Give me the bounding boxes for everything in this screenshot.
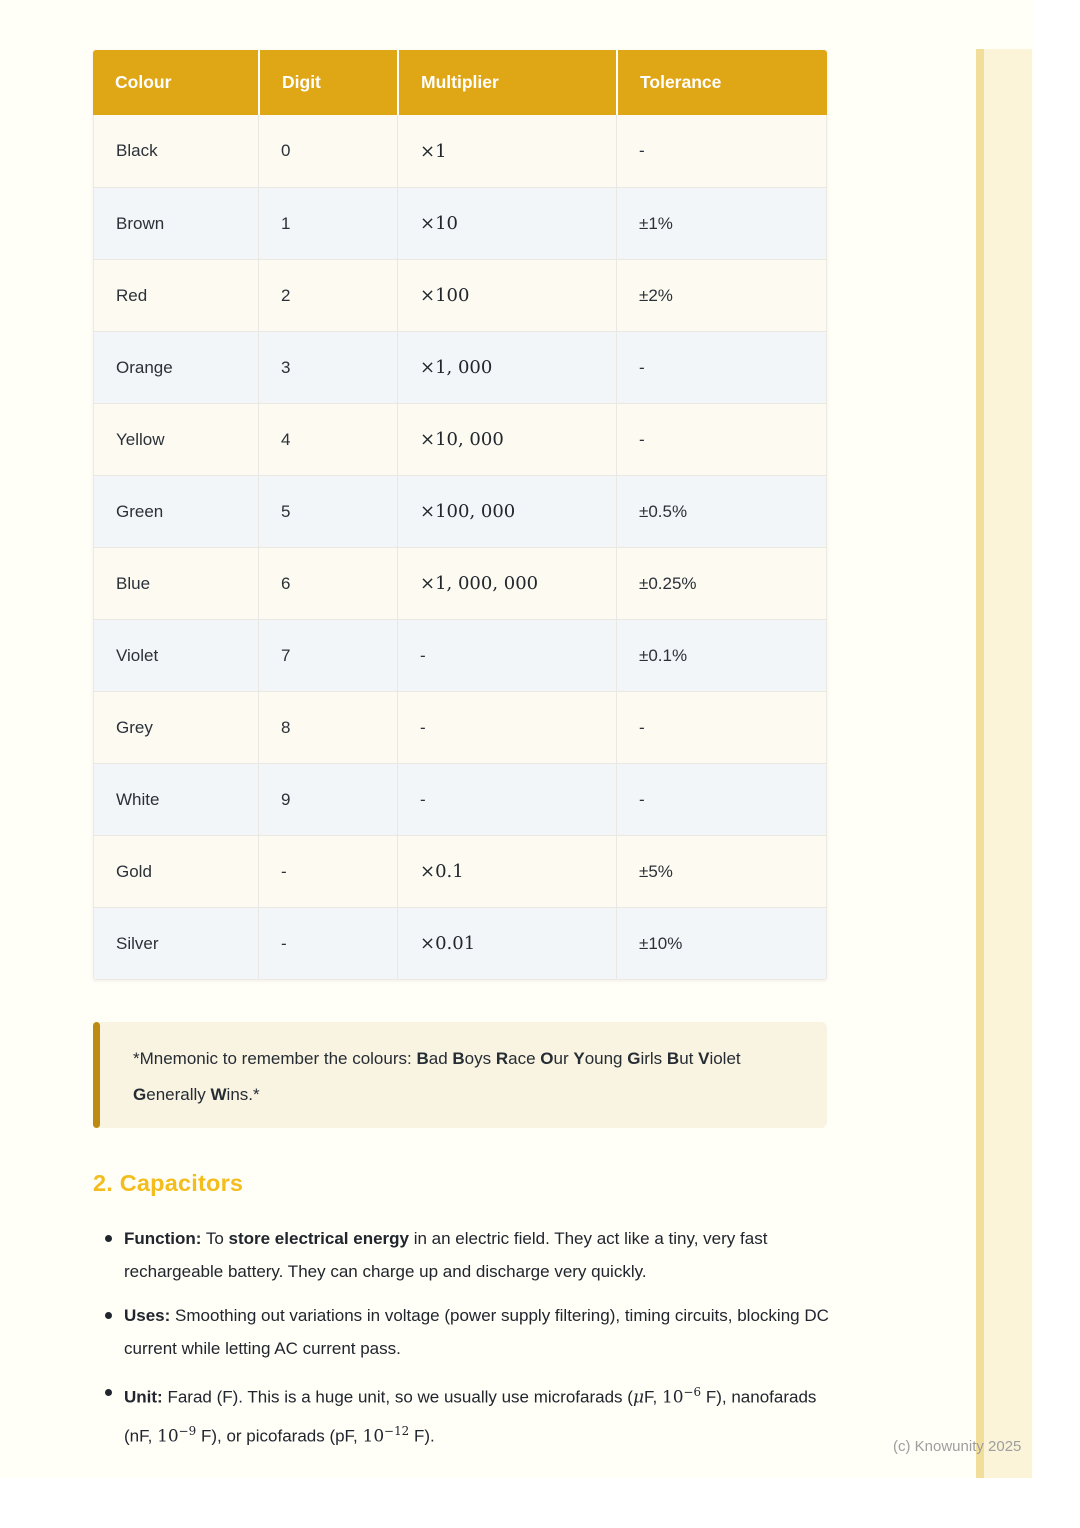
table-row — [94, 115, 826, 187]
cell-colour: Blue — [116, 573, 151, 593]
text-run: in an electric field. They act like a tiny, very fast rechargeable battery. They can charge up and discharge very quickly. — [124, 1229, 768, 1281]
cell-colour: Brown — [116, 213, 165, 233]
cell-colour: Black — [116, 141, 158, 160]
cell-digit: 1 — [258, 188, 397, 259]
table-header-colour: Colour — [115, 72, 172, 92]
cell-digit: 7 — [258, 620, 397, 691]
text-run: ins.* — [226, 1084, 260, 1104]
cell-tolerance: ±5% — [616, 836, 826, 907]
cell-digit: - — [258, 836, 397, 907]
cell-colour: Violet — [116, 645, 159, 665]
bullet-text — [124, 1376, 834, 1453]
text-run: store electrical energy — [228, 1229, 409, 1248]
cell-digit: 9 — [258, 764, 397, 835]
text-run: ace — [508, 1049, 541, 1068]
cell-tolerance: ±0.25% — [616, 548, 826, 619]
text-run: G — [627, 1049, 641, 1068]
text-run: B — [416, 1049, 429, 1068]
cell-tolerance: ±1% — [616, 188, 826, 259]
text-run: O — [540, 1049, 554, 1068]
text-run: 10 — [362, 1426, 385, 1447]
text-run: F), or picofarads (pF, — [196, 1426, 363, 1446]
cell-digit: 5 — [258, 476, 397, 547]
bullet-dot — [105, 1312, 112, 1319]
cell-digit: 0 — [258, 115, 397, 187]
mnemonic-text — [133, 1041, 797, 1112]
cell-multiplier: ×1 — [397, 115, 616, 187]
cell-tolerance: ±0.5% — [616, 476, 826, 547]
text-run: F, — [644, 1387, 662, 1407]
text-run: −6 — [683, 1385, 702, 1399]
text-run: R — [495, 1049, 509, 1068]
cell-multiplier: - — [397, 620, 616, 691]
cell-multiplier: ×1, 000 — [397, 332, 616, 403]
mnemonic-callout — [93, 1022, 827, 1128]
cell-colour: White — [116, 789, 160, 809]
cell-colour: Red — [116, 285, 148, 305]
cell-tolerance: - — [616, 404, 826, 475]
text-run: ut — [679, 1049, 699, 1068]
text-run: 10 — [661, 1387, 684, 1408]
right-accent-strip — [984, 49, 1032, 1478]
text-run: ad — [428, 1049, 453, 1068]
copyright-watermark: (c) Knowunity 2025 — [893, 1438, 1022, 1455]
text-run: −12 — [384, 1423, 410, 1438]
cell-colour: Gold — [116, 861, 152, 881]
right-accent-line — [976, 49, 984, 1478]
cell-digit: 4 — [258, 404, 397, 475]
text-run: To — [201, 1229, 229, 1248]
text-run: Unit: — [124, 1387, 163, 1407]
table-row — [94, 907, 826, 979]
table-row — [94, 763, 826, 835]
cell-tolerance: - — [616, 692, 826, 763]
text-run: F), nanofarads (nF, — [124, 1387, 817, 1446]
section-heading-capacitors: 2. Capacitors — [93, 1170, 244, 1196]
table-row — [94, 259, 826, 331]
text-run: iolet — [709, 1049, 741, 1068]
cell-multiplier: ×100, 000 — [397, 476, 616, 547]
bullet-item — [93, 1376, 841, 1453]
text-run: Function: — [124, 1229, 202, 1248]
cell-digit: 3 — [258, 332, 397, 403]
cell-colour: Grey — [116, 717, 153, 737]
text-run: V — [698, 1049, 710, 1068]
bullet-dot — [105, 1389, 112, 1396]
cell-tolerance: ±0.1% — [616, 620, 826, 691]
bullet-item — [93, 1299, 841, 1365]
text-run: enerally — [146, 1084, 211, 1104]
bullet-dot — [105, 1235, 112, 1242]
table-row — [94, 691, 826, 763]
cell-colour: Silver — [116, 933, 159, 953]
text-run: W — [210, 1084, 227, 1104]
text-run: −9 — [178, 1423, 197, 1438]
cell-digit: - — [258, 908, 397, 979]
cell-tolerance: ±10% — [616, 908, 826, 979]
cell-multiplier: ×0.01 — [397, 908, 616, 979]
cell-digit: 8 — [258, 692, 397, 763]
text-run: G — [133, 1084, 147, 1104]
cell-digit: 6 — [258, 548, 397, 619]
cell-multiplier: - — [397, 692, 616, 763]
table-header-multiplier: Multiplier — [397, 50, 616, 115]
text-run: μ — [632, 1387, 644, 1408]
table-body — [93, 115, 827, 980]
cell-tolerance: - — [616, 115, 826, 187]
text-run: Uses: — [124, 1306, 171, 1325]
capacitors-bullet-list — [93, 1222, 841, 1464]
text-run: Smoothing out variations in voltage (power supply filtering), timing circuits, blocking DC current while letting AC current pass. — [124, 1306, 829, 1358]
text-run: B — [666, 1049, 680, 1068]
table-row — [94, 187, 826, 259]
text-run: oys — [464, 1049, 496, 1068]
table-row — [94, 403, 826, 475]
table-row — [94, 619, 826, 691]
table-row — [94, 835, 826, 907]
cell-tolerance: - — [616, 332, 826, 403]
text-run: irls — [640, 1049, 667, 1068]
text-run: F). — [409, 1426, 435, 1446]
callout-accent-bar — [93, 1022, 100, 1128]
table-header-tolerance: Tolerance — [616, 50, 826, 115]
text-run: Y — [573, 1049, 585, 1068]
table-header-row — [93, 50, 827, 115]
cell-multiplier: ×1, 000, 000 — [397, 548, 616, 619]
table-row — [94, 475, 826, 547]
cell-multiplier: ×10, 000 — [397, 404, 616, 475]
cell-multiplier: ×100 — [397, 260, 616, 331]
table-row — [94, 547, 826, 619]
cell-tolerance: - — [616, 764, 826, 835]
table-row — [94, 331, 826, 403]
cell-colour: Green — [116, 501, 164, 521]
bullet-item — [93, 1222, 841, 1288]
cell-multiplier: ×10 — [397, 188, 616, 259]
resistor-colour-code-table — [93, 50, 827, 980]
text-run: Farad (F). This is a huge unit, so we usually use microfarads ( — [162, 1387, 633, 1407]
cell-digit: 2 — [258, 260, 397, 331]
cell-colour: Orange — [116, 357, 173, 377]
text-run: 10 — [157, 1426, 179, 1447]
bullet-text — [124, 1299, 834, 1365]
bullet-text — [124, 1222, 834, 1288]
text-run: oung — [584, 1049, 628, 1068]
cell-tolerance: ±2% — [616, 260, 826, 331]
text-run: ur — [553, 1049, 574, 1068]
table-header-digit: Digit — [258, 50, 397, 115]
cell-multiplier: - — [397, 764, 616, 835]
cell-colour: Yellow — [116, 429, 165, 449]
text-run: B — [452, 1049, 465, 1068]
cell-multiplier: ×0.1 — [397, 836, 616, 907]
text-run: *Mnemonic to remember the colours: — [133, 1049, 417, 1068]
